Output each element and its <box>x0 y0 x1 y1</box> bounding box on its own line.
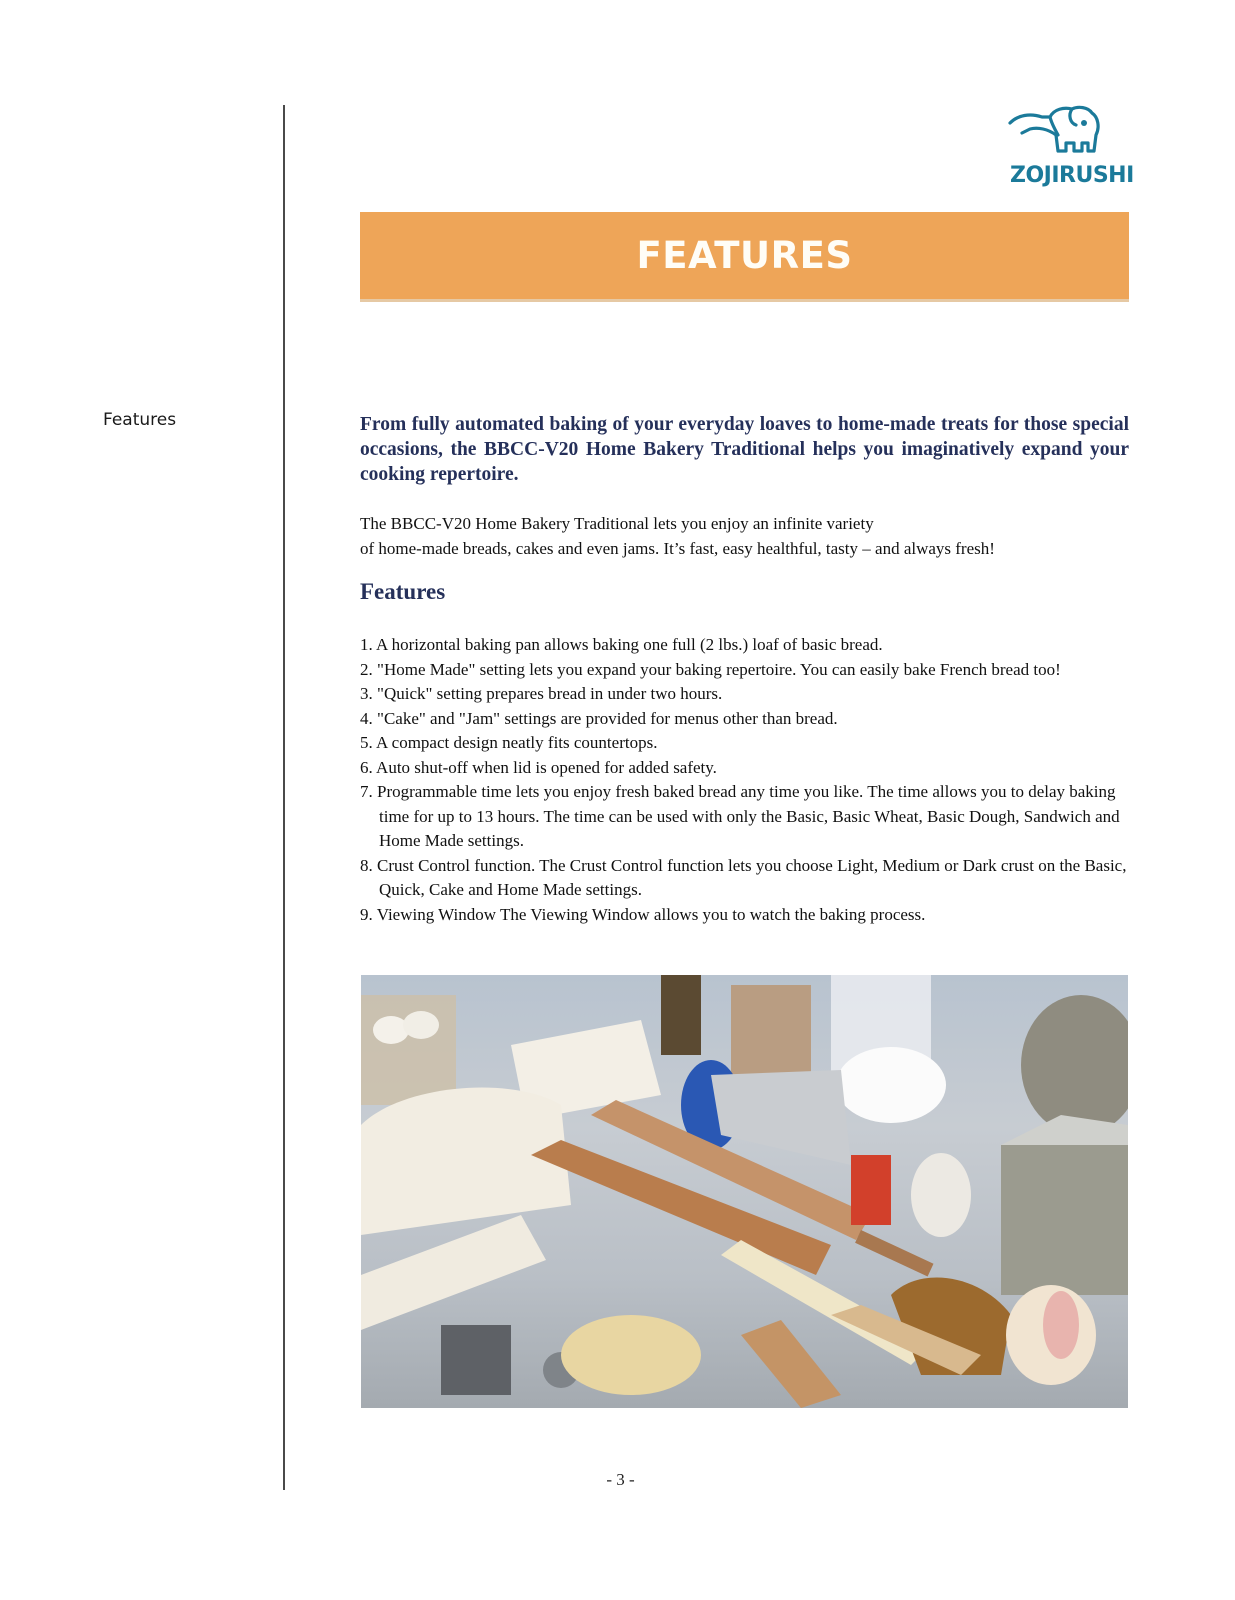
features-list <box>360 633 1129 927</box>
brand-logo <box>1008 105 1134 195</box>
banner-title: FEATURES <box>636 234 853 277</box>
list-item: 5. A compact design neatly fits countertops. <box>360 733 658 752</box>
description-paragraph <box>360 511 1129 561</box>
list-item: 9. Viewing Window The Viewing Window allows you to watch the baking process. <box>360 904 926 924</box>
list-item: 2. "Home Made" setting lets you expand your baking repertoire. You can easily bake French bread too! <box>360 659 1061 679</box>
description-line: The BBCC-V20 Home Bakery Traditional lets you enjoy an infinite variety <box>360 514 874 533</box>
baking-tools-photo <box>361 975 1128 1408</box>
vertical-divider <box>283 105 285 1490</box>
list-item: 7. Programmable time lets you enjoy fresh baked bread any time you like. The time allows you to delay baking time for up to 13 hours. The time can be used with only the Basic, Basic Wheat, Basic Dough, Sandwich and Home Made settings. <box>360 782 1120 850</box>
elephant-logo-icon <box>1008 105 1128 165</box>
page-number-text: - 3 - <box>606 1470 635 1489</box>
description-line: of home-made breads, cakes and even jams. It’s fast, easy healthful, tasty – and always fresh! <box>360 539 995 558</box>
list-item: 1. A horizontal baking pan allows baking one full (2 lbs.) loaf of basic bread. <box>360 635 883 654</box>
list-item: 6. Auto shut-off when lid is opened for added safety. <box>360 757 717 777</box>
sidebar-section-label: Features <box>103 410 177 430</box>
intro-paragraph: From fully automated baking of your everyday loaves to home-made treats for those special occasions, the BBCC-V20 Home Bakery Traditional helps you imaginatively expand your cooking repertoire. <box>360 414 1129 485</box>
features-banner <box>360 212 1129 302</box>
list-item: 4. "Cake" and "Jam" settings are provided for menus other than bread. <box>360 708 838 728</box>
photo-illustration <box>361 975 1128 1408</box>
brand-name: ZOJIRUSHI <box>1010 163 1134 188</box>
list-item: 3. "Quick" setting prepares bread in under two hours. <box>360 684 723 703</box>
section-heading: Features <box>360 579 446 604</box>
list-item: 8. Crust Control function. The Crust Control function lets you choose Light, Medium or Dark crust on the Basic, Quick, Cake and Home Made settings. <box>360 855 1127 899</box>
page-number <box>0 1470 1235 1490</box>
